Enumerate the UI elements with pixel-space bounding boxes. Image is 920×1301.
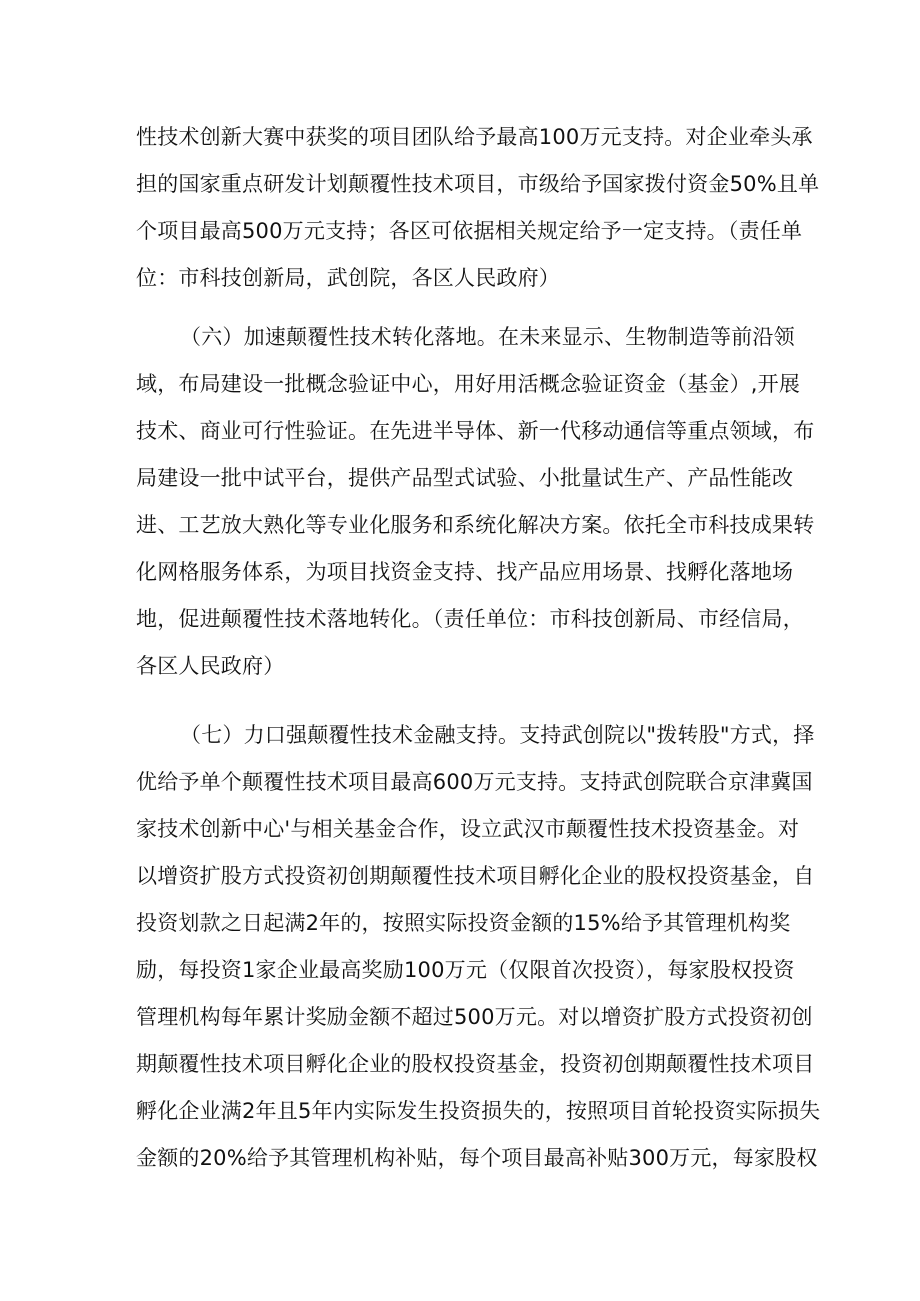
text-line: 励，每投资1家企业最高奖励100万元（仅限首次投资），每家股权投资: [136, 958, 795, 982]
text-line: 进、工艺放大熟化等专业化服务和系统化解决方案。依托全市科技成果转: [136, 513, 815, 537]
text-line: 孵化企业满2年且5年内实际发生投资损失的，按照项目首轮投资实际损失: [136, 1099, 821, 1123]
text-line: （七）力口强颠覆性技术金融支持。支持武创院以"拨转股"方式，择: [180, 723, 815, 747]
text-line: 以增资扩股方式投资初创期颠覆性技术项目孵化企业的股权投资基金，自: [136, 864, 815, 888]
text-line: 性技术创新大赛中获奖的项目团队给予最高100万元支持。对企业牵头承: [136, 125, 813, 149]
text-line: 地，促进颠覆性技术落地转化。（责任单位：市科技创新局、市经信局，: [136, 607, 804, 631]
text-line: 金额的20%给予其管理机构补贴，每个项目最高补贴300万元，每家股权: [136, 1146, 818, 1170]
text-line: 个项目最高500万元支持；各区可依据相关规定给予一定支持。（责任单: [136, 219, 803, 243]
text-line: 投资划款之日起满2年的，按照实际投资金额的15%给予其管理机构奖: [136, 911, 791, 935]
text-line: 位：市科技创新局，武创院，各区人民政府）: [136, 266, 560, 290]
text-line: 局建设一批中试平台，提供产品型式试验、小批量试生产、产品性能改: [136, 466, 794, 490]
text-line: 担的国家重点研发计划颠覆性技术项目，市级给予国家拨付资金50%且单: [136, 172, 820, 196]
text-line: 技术、商业可行性验证。在先进半导体、新一代移动通信等重点领域，布: [136, 419, 815, 443]
text-line: 化网格服务体系，为项目找资金支持、找产品应用场景、找孵化落地场: [136, 560, 794, 584]
text-line: 管理机构每年累计奖励金额不超过500万元。对以增资扩股方式投资初创: [136, 1005, 813, 1029]
text-line: （六）加速颠覆性技术转化落地。在未来显示、生物制造等前沿领: [180, 325, 795, 349]
text-line: 各区人民政府）: [136, 654, 285, 678]
text-line: 优给予单个颠覆性技术项目最高600万元支持。支持武创院联合京津冀国: [136, 770, 813, 794]
text-line: 家技术创新中心'与相关基金合作，设立武汉市颠覆性技术投资基金。对: [136, 817, 800, 841]
text-line: 域，布局建设一批概念验证中心，用好用活概念验证资金（基金）,开展: [136, 372, 801, 396]
text-line: 期颠覆性技术项目孵化企业的股权投资基金，投资初创期颠覆性技术项目: [136, 1052, 815, 1076]
